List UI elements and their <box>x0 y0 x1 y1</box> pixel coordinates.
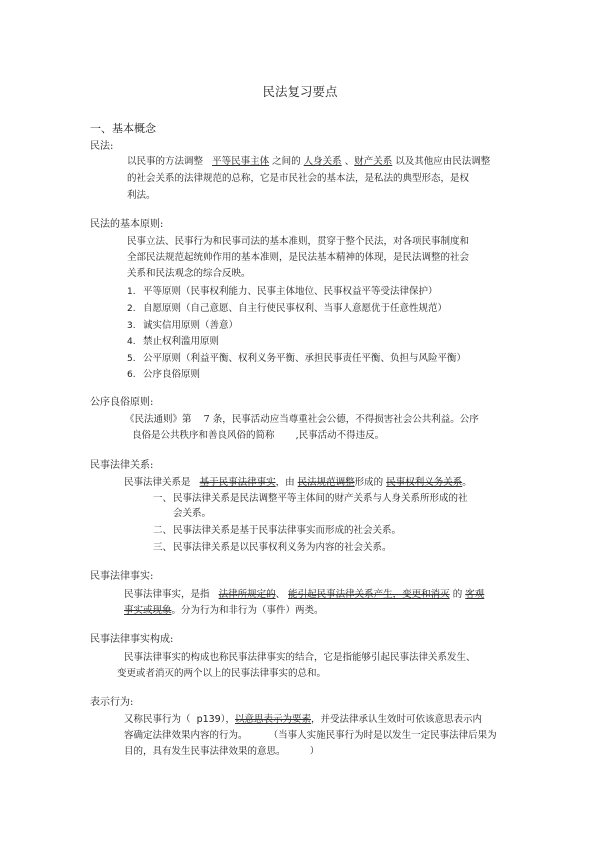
text: ） <box>309 746 320 757</box>
principle-item <box>127 353 466 365</box>
expression-line-1 <box>124 714 482 726</box>
underlined-term: 人身关系 <box>303 156 342 167</box>
composition-line-2: 变更或者消灭的两个以上的民事法律事实的总和。 <box>117 668 327 679</box>
section-heading-basic-concepts: 一、基本概念 <box>90 122 156 135</box>
struck-term: 以意思表示为要素 <box>235 714 312 725</box>
struck-term: 能引起民事法律关系产生，变更和消灭 <box>288 589 450 600</box>
item-number: 3. <box>127 321 136 331</box>
item-text: 公序良俗原则 <box>143 369 201 380</box>
text: 。分为行为和非行为（事件）两类。 <box>171 605 324 616</box>
relation-line-1 <box>124 477 472 489</box>
struck-term: 基于民事法律事实 <box>199 477 276 488</box>
gongxu-line-1 <box>125 414 479 426</box>
minfa-line-1 <box>127 156 490 168</box>
item-text: 自愿原则（自己意愿、自主行使民事权利、当事人意愿优于任意性规范） <box>143 303 448 314</box>
principles-line-2: 全部民法规范起统帅作用的基本准则，是民法基本精神的体现，是民法调整的社会 <box>127 252 470 263</box>
text: 之间的 <box>272 156 301 167</box>
text: 又称民事行为（ <box>124 714 191 725</box>
struck-term: 法律所规定的 <box>218 589 276 600</box>
struck-term: 民法规范调整 <box>297 477 355 488</box>
principles-line-1: 民事立法、民事行为和民事司法的基本准则，贯穿于整个民法，对各项民事制度和 <box>127 236 470 247</box>
relation-item <box>153 493 468 505</box>
item-text: 民事法律关系是民法调整平等主体间的财产关系与人身关系所形成的社 <box>173 493 468 504</box>
text: （当事人实施民事行为时是以发生一定民事法律后果为 <box>268 730 497 741</box>
principle-item <box>127 286 438 298</box>
principle-item <box>127 303 447 315</box>
text: 形成的 <box>354 477 384 488</box>
principle-item <box>127 369 200 381</box>
item-number: 5. <box>127 354 136 364</box>
expression-line-2 <box>124 730 497 742</box>
text: 民事法律事实，是指 <box>124 589 210 600</box>
page-title: 民法复习要点 <box>262 84 338 99</box>
underlined-term: 财产关系 <box>354 156 393 167</box>
text: 以民事的方法调整 <box>127 156 204 167</box>
item-text: 民事法律关系是基于民事法律事实而形成的社会关系。 <box>173 525 402 536</box>
item-number: 二、 <box>153 525 173 536</box>
text: 、 <box>344 156 355 167</box>
item-text: 会关系。 <box>173 508 212 519</box>
item-text: 民事法律关系是以民事权利义务为内容的社会关系。 <box>173 542 392 553</box>
text: 。 <box>462 477 472 488</box>
item-text: 诚实信用原则（善意） <box>143 320 239 331</box>
item-number: 三、 <box>153 542 173 553</box>
composition-label: 民事法律事实构成: <box>90 634 174 645</box>
text: 良俗是公共秩序和善良风俗的简称 <box>132 430 275 441</box>
item-text: 平等原则（民事权利能力、民事主体地位、民事权益平等受法律保护） <box>143 286 438 297</box>
principle-item <box>127 336 219 348</box>
item-text: 公平原则（利益平衡、权利义务平衡、承担民事责任平衡、负担与风险平衡） <box>143 353 467 364</box>
minfa-label: 民法: <box>90 141 114 152</box>
item-number: 一、 <box>153 493 173 504</box>
relation-item <box>153 542 392 554</box>
text: 目的，具有发生民事法律效果的意思。 <box>124 746 286 757</box>
text: 、 <box>275 589 286 600</box>
item-number: 4. <box>127 337 136 347</box>
minfa-line-3: 利法。 <box>127 190 156 201</box>
text: ,民事活动不得违反。 <box>295 430 385 441</box>
struck-term: 民事权利义务关系 <box>386 477 463 488</box>
composition-line-1: 民事法律事实的构成也称民事法律事实的结合，它是指能够引起民事法律关系发生、 <box>124 652 476 663</box>
text: 《民法通则》第 <box>125 414 192 425</box>
relation-item <box>153 525 401 537</box>
relation-item <box>173 508 211 520</box>
gongxu-label: 公序良俗原则: <box>90 397 154 408</box>
page-reference: p139 <box>196 714 221 725</box>
principles-label: 民法的基本原则: <box>90 219 164 230</box>
text: ，由 <box>275 477 295 488</box>
expression-line-3 <box>124 746 319 758</box>
fact-label: 民事法律事实: <box>90 571 154 582</box>
item-number: 1. <box>127 287 136 297</box>
text: 容确定法律效果内容的行为。 <box>124 730 248 741</box>
struck-term: 事实或现象 <box>124 605 172 616</box>
text: ）， <box>220 714 235 725</box>
principle-item <box>127 320 238 332</box>
article-number: 7 <box>203 414 210 425</box>
item-number: 6. <box>127 370 136 380</box>
text: ，并受法律承认生效时可依该意思表示内 <box>311 714 483 725</box>
minfa-line-2: 的社会关系的法律规范的总称，它是市民社会的基本法，是私法的典型形态，是权 <box>127 173 470 184</box>
fact-line-2 <box>124 605 324 617</box>
expression-label: 表示行为: <box>90 697 134 708</box>
principles-line-3: 关系和民法观念的综合反映。 <box>127 268 251 279</box>
struck-term: 客观 <box>465 589 485 600</box>
text: 的 <box>452 589 463 600</box>
text: 条，民事活动应当尊重社会公德，不得损害社会公共利益。公序 <box>212 414 479 425</box>
fact-line-1 <box>124 589 484 601</box>
text: 民事法律关系是 <box>124 477 191 488</box>
item-number: 2. <box>127 304 136 314</box>
gongxu-line-2 <box>132 430 384 442</box>
underlined-term: 平等民事主体 <box>212 156 270 167</box>
item-text: 禁止权利滥用原则 <box>143 336 220 347</box>
text: 以及其他应由民法调整 <box>395 156 491 167</box>
relation-label: 民事法律关系: <box>90 460 154 471</box>
